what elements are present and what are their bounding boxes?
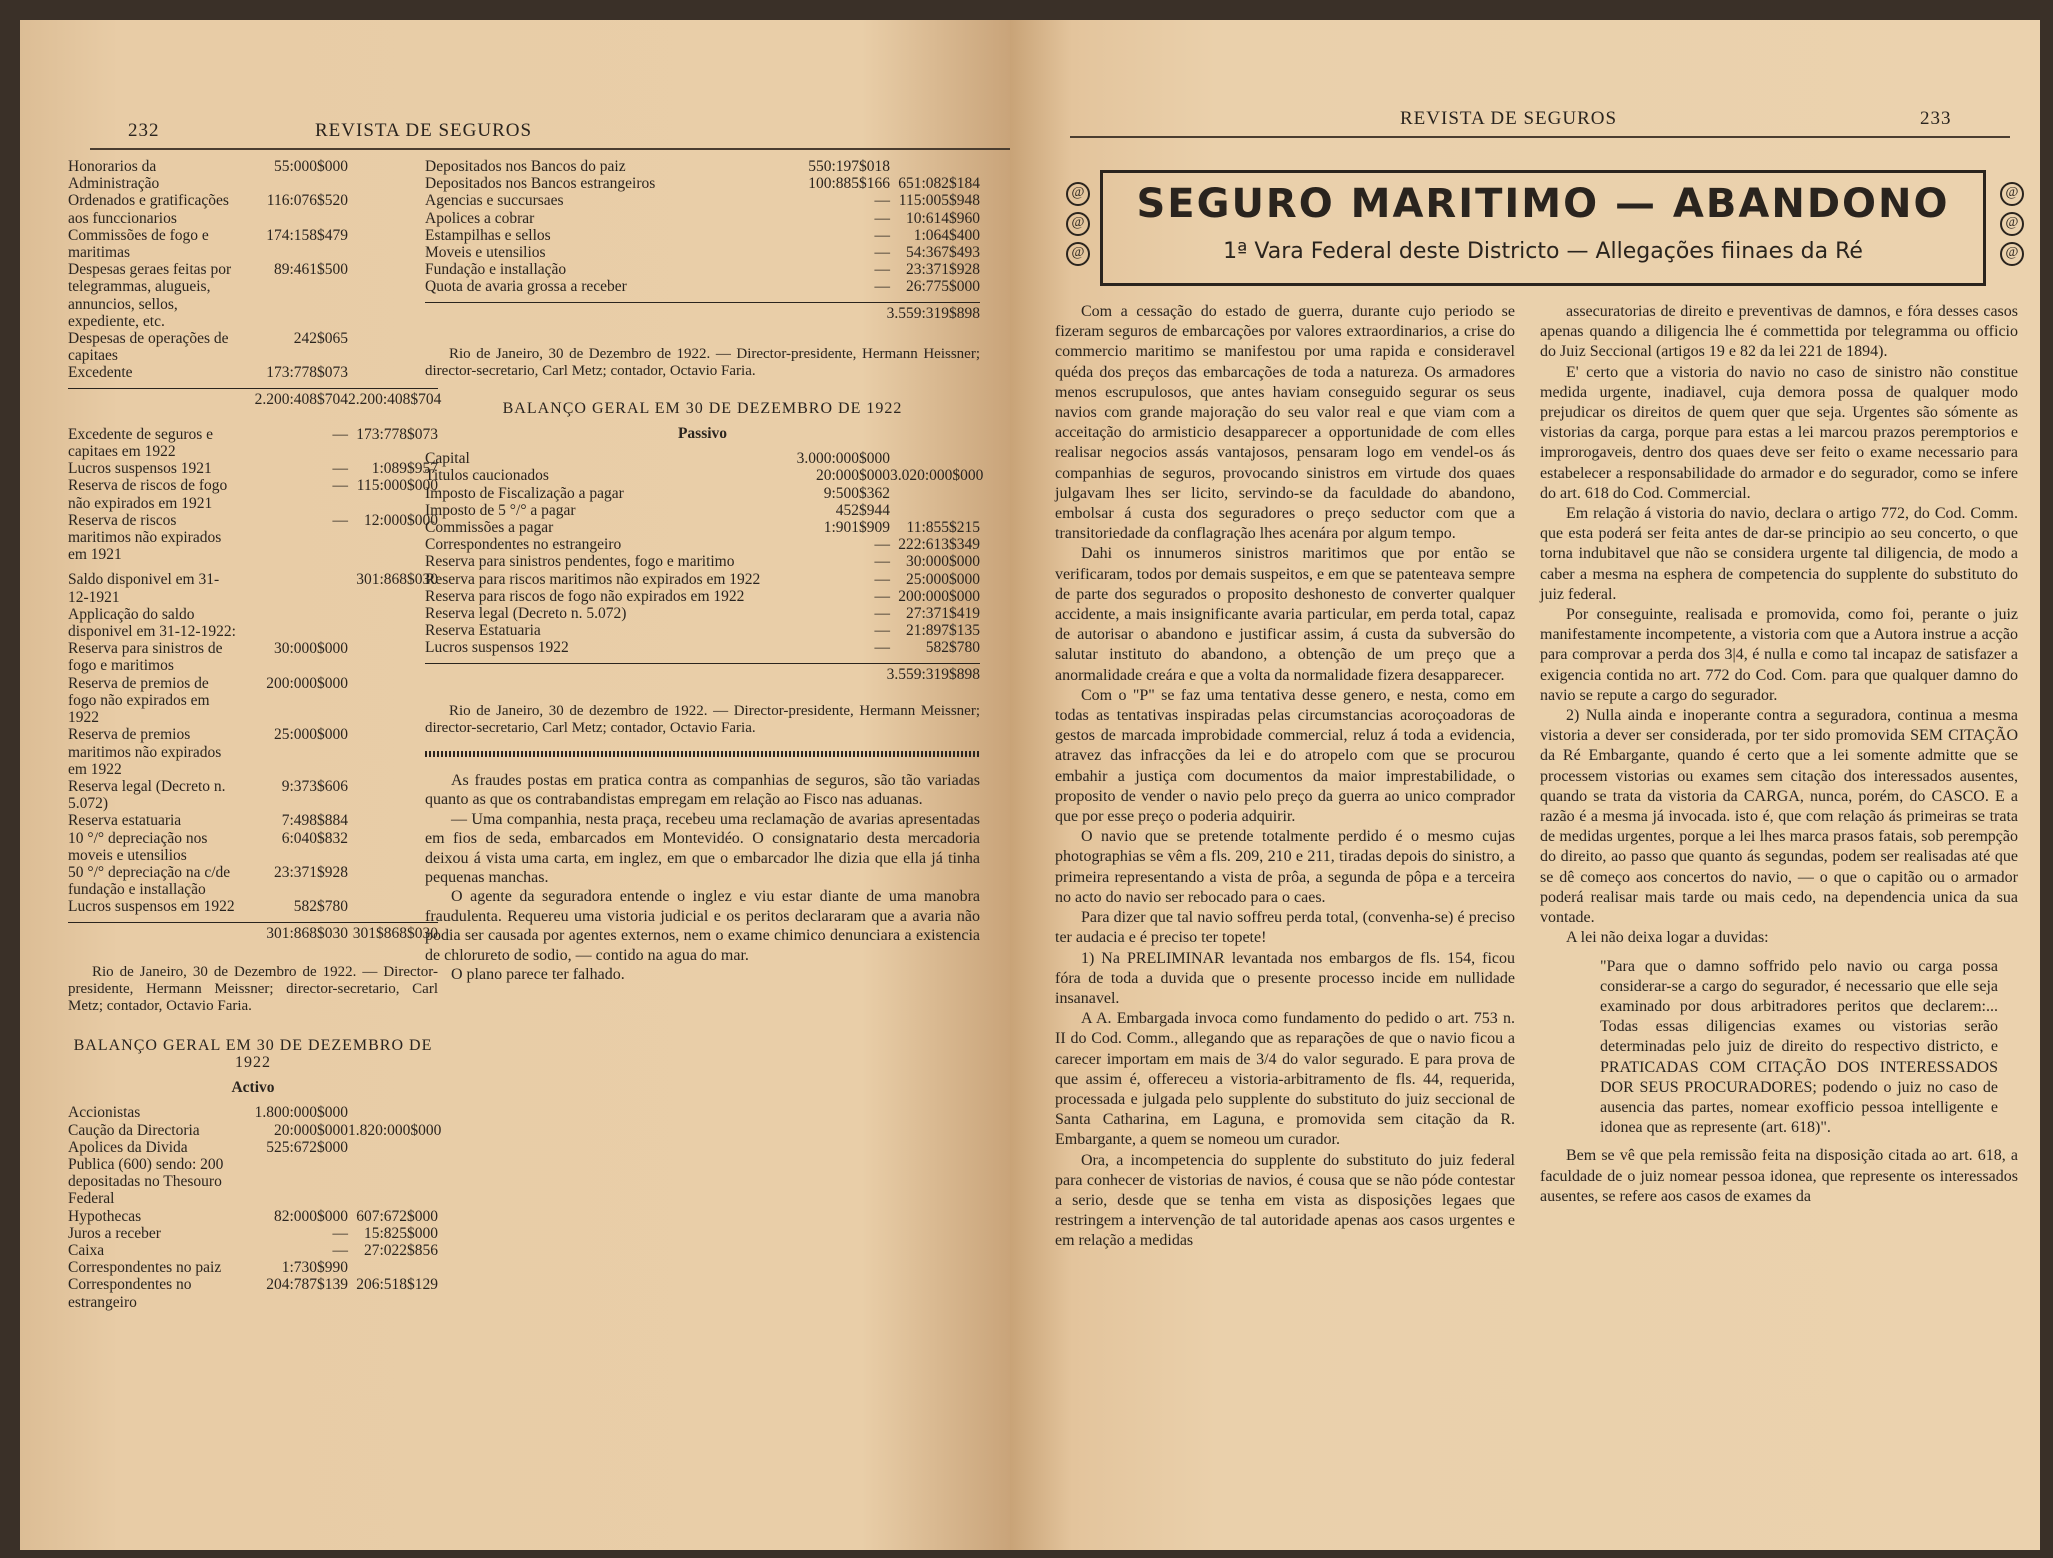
ledger-label: Reserva de riscos de fogo não expirados em 1921 [68,477,228,512]
ledger-row [425,622,980,639]
ledger-value: — [874,536,890,554]
ledger-value: 452$944 [835,501,890,519]
ledger-row [425,571,980,588]
ledger-label: Correspondentes no estrangeiro [68,1276,192,1311]
ledger-value: 7:498$884 [281,812,348,830]
ledger-value: 200:000$000 [898,587,980,605]
signature-block: Rio de Janeiro, 30 de Dezembro de 1922. — Director-presidente, Hermann Heissner; director-secretario, Carl Metz; contador, Octavio Faria. [425,345,980,379]
header-rule-right [1070,136,2010,138]
ledger-value: 200:000$000 [266,674,348,692]
paragraph: 2) Nulla ainda e inoperante contra a seguradora, continua a mesma vistoria a dever ser considerada, por ter sido promovida SEM CITAÇÃO da Ré Embargante, quando é certo que a lei somente admitte que se processem vistorias ou exames sem citação dos interessados ausentes, quando se trata da vistoria da CARGA, nunca, porém, do CASCO. E a razão é a mesma já invocada. isto é, que com relação ás primeiras se trata de medidas urgentes, porque a lei lhes marca prasos fatais, sob perempção do direito, ao passo que quanto ás segundas, podem ser realisadas até que se dê começo aos concertos do navio, — o que o capitão ou o armador poderá realisar mais tarde ou mais cedo, na dependencia unica da sua vontade. [1540,707,2018,927]
ledger-value: — [874,278,890,296]
ledger-value [890,450,980,467]
ledger-row [68,675,438,727]
ledger-value: — [874,587,890,605]
ledger-label: Juros a receber [68,1224,161,1242]
ledger-value: — [874,261,890,279]
ledger-row [68,640,438,674]
section-heading: BALANÇO GERAL EM 30 DE DEZEMBRO DE 1922 [73,1036,433,1071]
ledger-value [890,485,980,502]
ledger-value: 3.000:000$000 [796,450,890,468]
ledger-value: 9:500$362 [823,484,890,502]
paragraph: Bem se vê que pela remissão feita na disposição citada ao art. 618, a faculdade de o juiz nomear pessoa idonea, que represente os interessados ausentes, se refere aos casos de exames da [1540,1147,2018,1205]
paragraph: Com o "P" se faz uma tentativa desse genero, e nesta, como em todas as tentativas inspiradas pelas circumstancias acoroçoadoras de gestos de marcada improbidade commercial, reluz á toda a evidencia, atravez das infracções da lei e do atropelo com que se procurou embahir a justiça com documentos da maior imprestabilidade, o proposito de vender o navio pelo preço da guerra ao unico comprador que por esse preço o poderia adquirir. [1055,686,1515,826]
total-value: 2.200:408$704 [254,390,348,408]
ledger-row [68,426,438,460]
ledger-value: 30:000$000 [273,640,348,658]
ledger-value: 82:000$000 [273,1207,348,1225]
paragraph: O navio que se pretende totalmente perdido é o mesmo cujas photographias se vêm a fls. 209, 210 e 211, tiradas depois do sinistro, a primeira representando a vista de prôa, a segunda de pôpa e a terceira no acto do navio ser rebocado para o caes. [1055,828,1515,906]
paragraph: Em relação á vistoria do navio, declara o artigo 772, do Cod. Comm. que esta poderá ser feita antes de dar-se principio ao seu concerto, o que torna indubitavel que não se considera urgente tal diligencia, de modo a caber a mesma na esphera de competencia do supplente do substituto do juiz federal. [1540,505,2018,603]
asset-list-cont [425,158,980,296]
ledger-value: 115:005$948 [898,192,980,210]
ledger-value: 651:082$184 [898,175,980,193]
ledger-label: Apolices a cobrar [425,209,535,227]
paragraph: assecuratorias de direito e preventivas de damnos, e fóra desses casos apenas quando a diligencia lhe é commettida por telegramma ou officio do Juiz Seccional (artigos 19 e 82 da lei 221 de 1894). [1540,303,2018,361]
ledger-value [238,571,348,605]
ledger-row [68,512,438,564]
ledger-label: Reserva para riscos de fogo não expirados em 1922 [425,587,745,605]
ledger-row [425,536,980,553]
paragraph: As fraudes postas em pratica contra as companhias de seguros, são tão variadas quanto as que os contrabandistas empregam em relação ao Fisco nas aduanas. [425,771,980,809]
ledger-row [68,1259,438,1276]
legal-quote: "Para que o damno soffrido pelo navio ou carga possa considerar-se a cargo do segurador, é necessario que elle seja examinado por dous arbitradores peritos que declarem:... Todas essas diligencias exames ou vistorias serão determinadas pelo juiz de direito do respectivo districto, e PRATICADAS COM CITAÇÃO DOS INTERESSADOS DOR SEUS PROCURADORES; podendo o juiz no caso de ausencia das partes, nomear exofficio pessoa intelligente e idonea que as represente (art. 618)". [1600,957,1998,1137]
ledger-value: 582$780 [925,639,980,657]
total-value: 301$868$030 [352,924,438,942]
left-col1 [68,158,442,1311]
ledger-value: — [332,477,348,495]
ledger-label: Despesas geraes feitas por telegrammas, alugueis, annuncios, sellos, expediente, etc. [68,261,232,330]
ledger-value: 27:371$419 [905,605,980,623]
ledger-value: 23:371$928 [273,863,348,881]
page-number-right: 233 [1920,108,1952,129]
ledger-value: 100:885$166 [808,175,890,193]
ledger-value: 173:778$073 [356,425,438,443]
ledger-value: 242$065 [293,330,348,348]
ledger-row [425,278,980,295]
ledger-value: 173:778$073 [266,364,348,382]
ledger-row [68,1242,438,1259]
ledger-value: 55:000$000 [273,158,348,175]
ledger-value: 20:000$000 [273,1121,348,1139]
ledger-row [68,1104,438,1121]
ledger-label: Reserva estatuaria [68,812,182,830]
section-heading: BALANÇO GERAL EM 30 DE DEZEMBRO DE 1922 [502,399,903,417]
ledger-value: — [874,553,890,571]
asset-list [68,1104,442,1311]
total-row [425,302,980,322]
ornament-icon: @ [1066,212,1090,236]
ledger-label: Hypothecas [68,1207,142,1225]
ledger-row [425,485,980,502]
ledger-row [425,227,980,244]
ledger-label: 50 °/° depreciação na c/de fundação e installação [68,863,231,899]
ledger-row [425,467,984,485]
ledger-label: Correspondentes no estrangeiro [425,536,622,554]
ledger-value: 1.820:000$000 [348,1121,442,1139]
ledger-label: Titulos caucionados [425,467,549,485]
ledger-label: Lucros suspensos em 1922 [68,898,235,916]
ledger-value: 116:076$520 [266,192,348,210]
ornament-icon: @ [1066,242,1090,266]
ledger-label: Reserva legal (Decreto n. 5.072) [68,777,226,813]
paragraph: Dahi os innumeros sinistros maritimos que por então se verificaram, todos por demais suspeitos, e em que se patenteava sempre de parte dos segurados o proposito deshonesto de converter qualquer accidente, a mais insignificante avaria particular, em perda total, capaz de autorisar o abandono e justificar assim, á custa da subversão do salutar instituto do abandono, a obtenção de um preço que a anormalidade creára e que a volta da normalidade fizera desapparecer. [1055,545,1515,684]
ledger-row [68,261,438,330]
ledger-row [68,460,438,477]
signature-block: Rio de Janeiro, 30 de dezembro de 1922. — Director-presidente, Hermann Meissner; director-secretario, Carl Metz; contador, Octavio Faria. [425,702,980,736]
ledger-value: 6:040$832 [281,829,348,847]
paragraph: Ora, a incompetencia do supplente do substituto do juiz federal para conhecer de vistorias de navios, é cousa que se não póde contestar a serio, desde que se tenha em vista as disposições legaes que restringem a intervenção de tal autoridade apenas aos casos urgentes e em relação a medidas [1055,1151,1515,1250]
ledger-value: — [874,192,890,210]
ledger-label: Excedente de seguros e capitaes em 1922 [68,425,214,461]
ornament-icon: @ [1066,182,1090,206]
ledger-label: Reserva de riscos maritimos não expirados em 1921 [68,511,222,564]
ledger-value: — [874,209,890,227]
ledger-value: — [874,605,890,623]
ledger-row [68,158,438,192]
ledger-row [68,830,438,864]
ledger-row [68,330,438,364]
ledger-value: 204:787$139 [266,1276,348,1294]
section-subheading: Passivo [677,425,728,443]
ledger-value: — [332,425,348,443]
ornament-icon: @ [2000,212,2024,236]
ledger-row [68,1121,442,1139]
ledger-value: 15:825$000 [363,1224,438,1242]
ledger-value: — [874,244,890,262]
ledger-value: 1:064$400 [913,226,980,244]
ledger-label: Quota de avaria grossa a receber [425,278,627,296]
ledger-value [890,502,980,519]
ledger-label: Caução da Directoria [68,1121,200,1139]
ledger-value: 11:855$215 [906,519,980,537]
ledger-label: Despesas de operações de capitaes [68,330,229,365]
ledger-label: Reserva para sinistros pendentes, fogo e maritimo [425,553,735,571]
ledger-value: — [332,511,348,529]
ledger-value: 550:197$018 [808,158,890,175]
ledger-value: — [874,570,890,588]
left-page [20,20,1010,1550]
ledger-row [68,1276,438,1310]
page-number-left: 232 [128,120,160,141]
ledger-value: 20:000$000 [815,467,890,485]
ledger-value: 115:000$000 [356,477,438,495]
ornament-icon: @ [2000,182,2024,206]
right-col1 [1055,302,1515,1252]
ledger-label: Ordenados e gratificações aos funccionarios [68,192,229,227]
running-head-left: REVISTA DE SEGUROS [315,120,533,141]
ledger-label: Depositados nos Bancos estrangeiros [425,175,656,193]
ledger-value: 301:868$030 [356,571,438,589]
ledger-row [68,1208,438,1225]
ledger-value: 1:901$909 [823,519,890,537]
ledger-label: Saldo disponivel em 31-12-1921 [68,571,220,606]
paragraph: A lei não deixa logar a duvidas: [1566,929,1769,947]
ledger-row [425,605,980,622]
ledger-value: 222:613$349 [898,536,980,554]
ledger-label: Estampilhas e sellos [425,226,551,244]
ledger-label: Imposto de 5 °/° a pagar [425,501,576,519]
ledger-value: 25:000$000 [905,570,980,588]
ledger-row [425,450,980,467]
ledger-row [68,898,438,915]
ledger-value: — [332,460,348,478]
total-value: 2.200:408$704 [348,390,442,408]
ledger-label: Lucros suspensos 1922 [425,639,569,657]
ledger-row [68,864,438,898]
article-title-box [1100,170,1986,286]
ledger-label: Moveis e utensilios [425,244,546,262]
ledger-row [425,588,980,605]
paragraph: 1) Na PRELIMINAR levantada nos embargos de fls. 154, ficou fóra de toda a duvida que o presente processo incide em nullidade insanavel. [1055,949,1515,1007]
ledger-label: Reserva de premios de fogo não expirados em 1922 [68,674,210,727]
left-col2 [425,158,984,984]
ledger-row [425,639,980,656]
ledger-row [68,778,438,812]
application-list [68,571,438,915]
ledger-row [68,477,438,511]
ledger-row [68,364,438,381]
ledger-value: 89:461$500 [273,261,348,279]
ledger-row [68,606,438,640]
ledger-value: 206:518$129 [356,1276,438,1294]
ledger-row [68,1139,438,1208]
ledger-label: Commissões de fogo e maritimas [68,226,209,262]
ledger-value: 1:730$990 [281,1259,348,1277]
article-body-2 [1540,302,2018,949]
ledger-row [425,261,980,278]
ledger-row [425,192,980,209]
ledger-label: Honorarios da Administração [68,158,160,193]
total-row [68,388,442,408]
ledger-value: 23:371$928 [905,261,980,279]
ledger-label: Depositados nos Bancos do paiz [425,158,626,175]
ledger-row [68,192,438,226]
ledger-row [68,1225,438,1242]
total-row [68,922,438,942]
header-rule-left [90,148,1010,150]
ledger-label: Capital [425,450,470,468]
ledger-value: 27:022$856 [363,1241,438,1259]
ledger-row [68,726,438,778]
ledger-label: Excedente [68,364,133,382]
article-body-1 [1055,302,1515,1252]
ledger-value: 9:373$606 [281,777,348,795]
reserve-list [68,426,438,564]
ledger-value: 21:897$135 [905,622,980,640]
ledger-label: 10 °/° depreciação nos moveis e utensilios [68,829,208,864]
ledger-value: 25:000$000 [273,726,348,744]
paragraph: Para dizer que tal navio soffreu perda total, (convenha-se) é preciso ter audacia e é preciso ter topete! [1055,909,1515,947]
ledger-label: Commissões a pagar [425,519,554,537]
ledger-row [68,571,438,605]
article-fraudes [425,771,980,984]
running-head-right: REVISTA DE SEGUROS [1400,108,1618,129]
ledger-value: — [874,639,890,657]
ledger-value: — [332,1224,348,1242]
ledger-value: — [332,1241,348,1259]
ledger-row [425,553,980,570]
ledger-label: Reserva para sinistros de fogo e maritimos [68,640,223,675]
paragraph: O plano parece ter falhado. [451,965,625,983]
ledger-row [425,244,980,261]
paragraph: E' certo que a vistoria do navio no caso de sinistro não constitue medida urgente, inadiavel, cuja demora possa de qualquer modo prejudicar os direitos de quem quer que seja. Urgentes são sómente as vistorias da carga, porque para estas a lei marcou prazos peremptorios e improrogaveis, dentro dos quaes deve ser feito o exame necessario para estabelecer a responsabilidade do armador e do segurador, como se infere do art. 618 do Cod. Commercial. [1540,363,2018,502]
ledger-label: Correspondentes no paiz [68,1259,222,1277]
ledger-value: 3.020:000$000 [890,467,984,485]
total-value: 301:868$030 [266,924,348,942]
ledger-row [425,175,980,192]
paragraph: O agente da seguradora entende o inglez e viu estar diante de uma manobra fraudulenta. Requereu uma vistoria judicial e os peritos declararam que a avaria não podia ser causada por agentes externos, nem o exame chimico denunciara a existencia de chlorureto de sodio, — contido na agua do mar. [425,888,980,964]
ledger-value [238,606,348,640]
ledger-label: Reserva Estatuaria [425,622,541,640]
ledger-value: 10:614$960 [905,209,980,227]
ledger-label: Imposto de Fiscalização a pagar [425,484,624,502]
ledger-value: 30:000$000 [905,553,980,571]
ornament-icon: @ [2000,242,2024,266]
ledger-label: Caixa [68,1241,105,1259]
ledger-label: Lucros suspensos 1921 [68,460,212,478]
section-subheading: Activo [231,1079,275,1097]
total-row [425,663,980,683]
ledger-row [68,812,438,829]
ledger-value: 54:367$493 [905,244,980,262]
ledger-value: 174:158$479 [266,226,348,244]
signature-block: Rio de Janeiro, 30 de Dezembro de 1922. — Director-presidente, Hermann Meissner; director-secretario, Carl Metz; contador, Octavio Faria. [68,963,438,1014]
right-page [1010,20,2040,1550]
ledger-label: Apolices da Divida Publica (600) sendo: 200 depositadas no Thesouro Federal [68,1138,224,1208]
ledger-value: 607:672$000 [356,1207,438,1225]
total-value: 3.559:319$898 [886,665,980,683]
ledger-value [348,1139,438,1208]
ledger-value [348,1259,438,1276]
ledger-value: — [874,226,890,244]
ledger-label: Reserva para riscos maritimos não expirados em 1922 [425,570,761,588]
paragraph: A A. Embargada invoca como fundamento do pedido o art. 753 n. II do Cod. Comm., allegando que as reparações de que o navio ficou a carecer importam em mais de 3/4 do valor segurado. E para prova de que assim é, offereceu a vistoria-arbitramento de fls. 44, requerida, processada e julgada pelo supplente do substituto do juiz seccional de Santa Catharina, em Laguna, e promovida sem citação da R. Embargante, a quem se nomeou um curador. [1055,1010,1515,1149]
ledger-value: 582$780 [293,898,348,916]
ledger-value: 525:672$000 [266,1138,348,1156]
ledger-label: Agencias e succursaes [425,192,564,210]
ledger-label: Reserva legal (Decreto n. 5.072) [425,605,627,623]
ledger-value: — [874,622,890,640]
paragraph: Com a cessação do estado de guerra, durante cujo periodo se fizeram seguros de embarcações por valores extraordinarios, a crise do commercio maritimo se manifestou por uma rapida e consideravel quéda dos preços das embarcações de toda a natureza. Os armadores menos escrupulosos, que antes haviam conseguido segurar os seus navios com grande majoração do seu valor real e que viam com a acceitação do armisticio desapparecer a opportunidade de com elles realisar negocios assás vantajosos, pensaram logo em vendel-os ás companhias de seguros, provocando sinistros em virtude dos quaes julgavam lhes ser licito, servindo-se da faculdade do abandono, embolsar á custa dos seguradores o preço seductor com que a transitoriedade da conflagração lhes acenára por algum tempo. [1055,303,1515,543]
ledger-value [348,1104,438,1121]
article-title: SEGURO MARITIMO — ABANDONO [1136,181,1950,227]
ledger-row [68,227,438,261]
ledger-label: Accionistas [68,1104,141,1122]
right-col2 [1540,302,2018,1207]
liability-list [425,450,984,657]
paragraph: — Uma companhia, nesta praça, recebeu uma reclamação de avarias apresentadas em fios de seda, embarcados em Montevidéo. O consignatario desta mercadoria deixou á vista uma carta, em inglez, em que o embarcador lhe dizia que ella já tinha pequenas manchas. [425,810,980,886]
paragraph: Por conseguinte, realisada e promovida, como foi, perante o juiz manifestamente incompetente, a vistoria com que a Autora instrue a acção para comprovar a perda dos 3|4, é nulla e como tal incapaz de satisfazer a exigencia contida no art. 772 do Cod. Com. para que qualquer damno do navio se repute a cargo do segurador. [1540,606,2018,704]
ledger-row [425,158,980,175]
ledger-value: 26:775$000 [905,278,980,296]
ledger-label: Reserva de premios maritimos não expirados em 1922 [68,726,222,778]
ledger-row [425,210,980,227]
ledger-label: Fundação e installação [425,261,567,279]
ledger-value: 1.800:000$000 [254,1104,348,1122]
ledger-label: Applicação do saldo disponivel em 31-12-1922: [68,605,236,641]
ledger-value: 12:000$000 [363,511,438,529]
ledger-row [425,502,980,519]
article-subtitle: 1ª Vara Federal deste Districto — Allegações fiinaes da Ré [1223,239,1863,264]
expense-list [68,158,438,382]
total-value: 3.559:319$898 [886,304,980,322]
ledger-value: 1:089$957 [371,460,438,478]
ledger-value [890,158,980,175]
ledger-row [425,519,980,536]
